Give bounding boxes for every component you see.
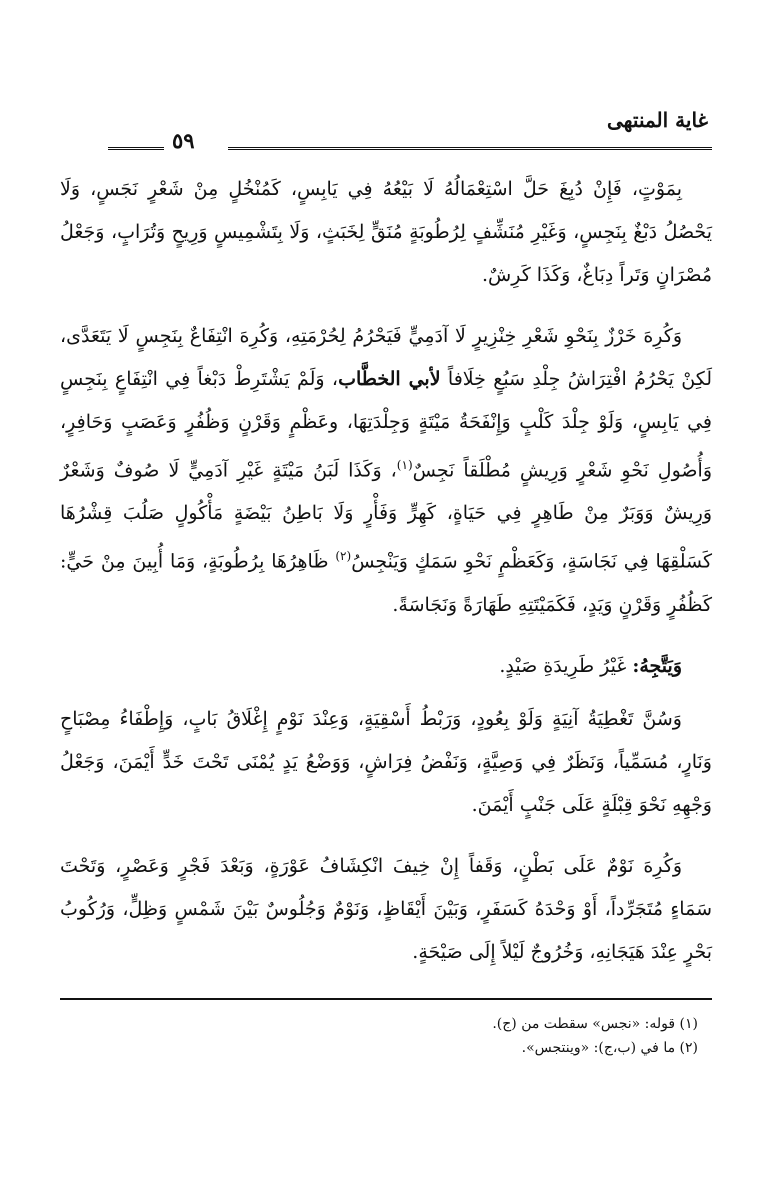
paragraph-3-lead: وَيَتَّجِهُ: — [632, 654, 682, 677]
paragraph-2-text-b: ، وَلَمْ يَشْتَرِطْ دَبْغاً فِي انْتِفَاعٍ بِنَجِسٍ فِي يَابِسٍ، وَلَوْ جِلْدَ كَلْبٍ وَإِنْفَحَةُ مَيْتَةٍ وَجِلْدَتِهَا، وعَظْمٍ وَقَرْنٍ وَظُفُرٍ وَعَصَبٍ وَحَافِرٍ، وَأُصُولِ نَحْوِ شَعْرٍ وَرِيشٍ مُطْلَقاً نَجِسٌ — [60, 368, 713, 482]
footnotes — [492, 1012, 698, 1060]
paragraph-4 — [60, 698, 712, 827]
paragraph-2-text-d: ظَاهِرُهَا بِرُطُوبَةٍ، وَمَا أُبِينَ مِنْ حَيٍّ: كَظُفُرٍ وَقَرْنٍ وَيَدٍ، فَكَمَيْتَتِهِ طَهَارَةً وَنَجَاسَةً. — [60, 550, 712, 616]
paragraph-1 — [60, 168, 712, 297]
header-rule-short — [108, 147, 164, 153]
paragraph-3 — [60, 645, 712, 688]
paragraph-4-text: وَسُنَّ تَغْطِيَةُ آنِيَةٍ وَلَوْ بِعُودٍ، وَرَبْطُ أَسْقِيَةٍ، وَعِنْدَ نَوْمٍ إِغْلَاقُ بَابٍ، وَإِطْفَاءُ مِصْبَاحٍ وَنَارٍ، مُسَمِّياً، وَنَظَرٌ فِي وَصِيَّةٍ، وَنَفْضُ فِرَاشٍ، وَوَضْعُ يَدٍ يُمْنَى تَحْتَ خَدٍّ أَيْمَنَ، وَجَعْلُ وَجْهِهِ نَحْوَ قِبْلَةٍ عَلَى جَنْبٍ أَيْمَنَ. — [60, 707, 712, 816]
paragraph-5 — [60, 845, 712, 974]
page-number: ٥٩ — [172, 128, 195, 153]
footnote-ref-1: (١) — [396, 458, 413, 472]
footnote-2: (٢) ما في (ب،ج): «وينتجس». — [521, 1040, 698, 1056]
paragraph-3-text: غَيْرُ طَرِيدَةِ صَيْدٍ. — [499, 654, 627, 677]
footnote-1: (١) قوله: «نجس» سقطت من (ج). — [492, 1016, 698, 1032]
paragraph-2 — [60, 315, 712, 627]
header-rule-long — [228, 147, 712, 153]
paragraph-1-text: بِمَوْتٍ، فَإِنْ دُبِغَ حَلَّ اسْتِعْمَالُهُ لَا بَيْعُهُ فِي يَابِسٍ، كَمُنْخُلٍ مِنْ شَعْرٍ نَجَسٍ، وَلَا يَحْصُلُ دَبْغٌ بِنَجِسٍ، وَغَيْرِ مُنَشِّفٍ لِرُطُوبَةٍ مُنَقٍّ لِخَبَثٍ، وَلَا بِتَشْمِيسٍ وَرِيحٍ وَتُرَابٍ، وَجَعْلُ مُصْرَانٍ وَتَراً دِبَاغٌ، وَكَذَا كَرِشٌ. — [60, 178, 712, 286]
cited-name: لأبي الخطَّاب — [338, 368, 441, 390]
footnote-ref-2: (٢) — [335, 549, 352, 564]
paragraph-2-text-a: وَكُرِهَ خَرْزٌ بِنَحْوِ شَعْرِ خِنْزِيرٍ لَا آدَمِيٍّ فَيَحْرُمُ لِحُرْمَتِهِ، وَكُرِهَ انْتِفَاعٌ بِنَجِسٍ لَا يَتَعَدَّى، لَكِنْ يَحْرُمُ افْتِرَاشُ جِلْدِ سَبُعٍ خِلَافاً — [60, 325, 712, 390]
main-text — [60, 168, 712, 992]
footnote-separator — [60, 998, 712, 1000]
running-header-title: غاية المنتهى — [607, 108, 708, 132]
paragraph-5-text: وَكُرِهَ نَوْمٌ عَلَى بَطْنٍ، وَقَفاً إِنْ خِيفَ انْكِشَافُ عَوْرَةٍ، وَبَعْدَ فَجْرٍ وَعَصْرٍ، وَتَحْتَ سَمَاءٍ مُتَجَرِّداً، أَوْ وَحْدَهُ كَسَفَرٍ، وَبَيْنَ أَيْقَاظٍ، وَنَوْمٌ وَجُلُوسٌ بَيْنَ شَمْسٍ وَظِلٍّ، وَرُكُوبُ بَحْرٍ عِنْدَ هَيَجَانِهِ، وَخُرُوجٌ لَيْلاً إِلَى صَيْحَةٍ. — [60, 854, 712, 963]
paragraph-2-text-c: ، وَكَذَا لَبَنُ مَيْتَةٍ غَيْرِ آدَمِيٍّ لَا صُوفٌ وَشَعْرٌ وَرِيشٌ وَوَبَرٌ مِنْ طَاهِرٍ فِي حَيَاةٍ، كَهِرٍّ وَفَأْرٍ وَلَا بَاطِنُ بَيْضَةٍ مَأْكُولٍ صَلُبَ قِشْرُهَا كَسَلْقِهَا فِي نَجَاسَةٍ، وَكَعَظْمٍ نَحْوِ سَمَكٍ وَيَنْجِسُ — [60, 459, 712, 573]
